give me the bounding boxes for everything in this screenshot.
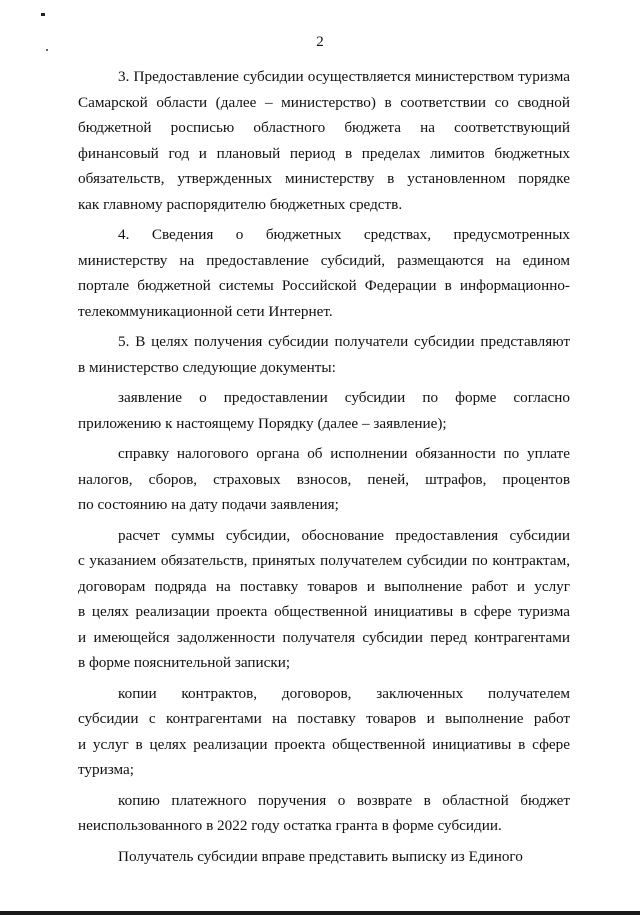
text-line: по состоянию на дату подачи заявления; [78, 496, 339, 513]
text-line: 5. В целях получения субсидии получатели субсидии представляют [118, 333, 570, 350]
page-bottom-edge [0, 911, 640, 915]
text-line: финансовый год и плановый период в пределах лимитов бюджетных [78, 144, 570, 162]
text-line: субсидии с контрагентами на поставку товаров и выполнение работ [78, 710, 570, 727]
text-line: как главному распорядителю бюджетных средств. [78, 195, 403, 213]
text-line: копию платежного поручения о возврате в областной бюджет [118, 791, 570, 809]
text-line: Самарской области (далее – министерство) в соответствии со сводной [78, 93, 570, 111]
text-line: и имеющейся задолженности получателя субсидии перед контрагентами [78, 628, 570, 646]
text-line: справку налогового органа об исполнении обязанности по уплате [118, 445, 570, 462]
text-line: министерству на предоставление субсидий, размещаются на едином [78, 251, 570, 269]
paragraph [78, 64, 570, 217]
paragraph [78, 329, 570, 380]
scan-artifact [41, 13, 45, 16]
paragraph [78, 222, 570, 324]
text-line: налогов, сборов, страховых взносов, пеней, штрафов, процентов [78, 470, 570, 488]
paragraph [78, 681, 570, 783]
paragraph [78, 385, 570, 436]
text-line: туризма; [78, 761, 135, 778]
paragraph [78, 523, 570, 676]
text-line: 4. Сведения о бюджетных средствах, предусмотренных [118, 226, 570, 243]
text-line: в форме пояснительной записки; [78, 654, 291, 671]
paragraph [78, 441, 570, 518]
text-line: неиспользованного в 2022 году остатка гранта в форме субсидии. [78, 817, 502, 834]
document-body [78, 64, 570, 874]
page-number: 2 [316, 34, 324, 50]
text-line: приложению к настоящему Порядку (далее – заявление); [78, 414, 447, 432]
text-line: бюджетной росписью областного бюджета на соответствующий [78, 119, 570, 136]
text-line: копии контрактов, договоров, заключенных получателем [118, 684, 570, 702]
text-line: телекоммуникационной сети Интернет. [78, 302, 333, 320]
text-line: и услуг в целях реализации проекта общественной инициативы в сфере [78, 735, 570, 753]
paragraph [78, 844, 570, 870]
text-line: расчет суммы субсидии, обоснование предоставления субсидии [118, 526, 570, 544]
text-line: портале бюджетной системы Российской Федерации в информационно- [78, 277, 570, 294]
text-line: договорам подряда на поставку товаров и выполнение работ и услуг [78, 577, 570, 595]
text-line: Получатель субсидии вправе представить выписку из Единого [118, 847, 523, 865]
text-line: заявление о предоставлении субсидии по форме согласно [118, 389, 570, 406]
text-line: в министерство следующие документы: [78, 358, 336, 376]
paragraph [78, 788, 570, 839]
text-line: обязательств, утвержденных министерству в установленном порядке [78, 170, 570, 187]
text-line: с указанием обязательств, принятых получателем субсидии по контрактам, [78, 552, 570, 569]
text-line: в целях реализации проекта общественной инициативы в сфере туризма [78, 603, 570, 620]
text-line: 3. Предоставление субсидии осуществляется министерством туризма [118, 68, 570, 85]
